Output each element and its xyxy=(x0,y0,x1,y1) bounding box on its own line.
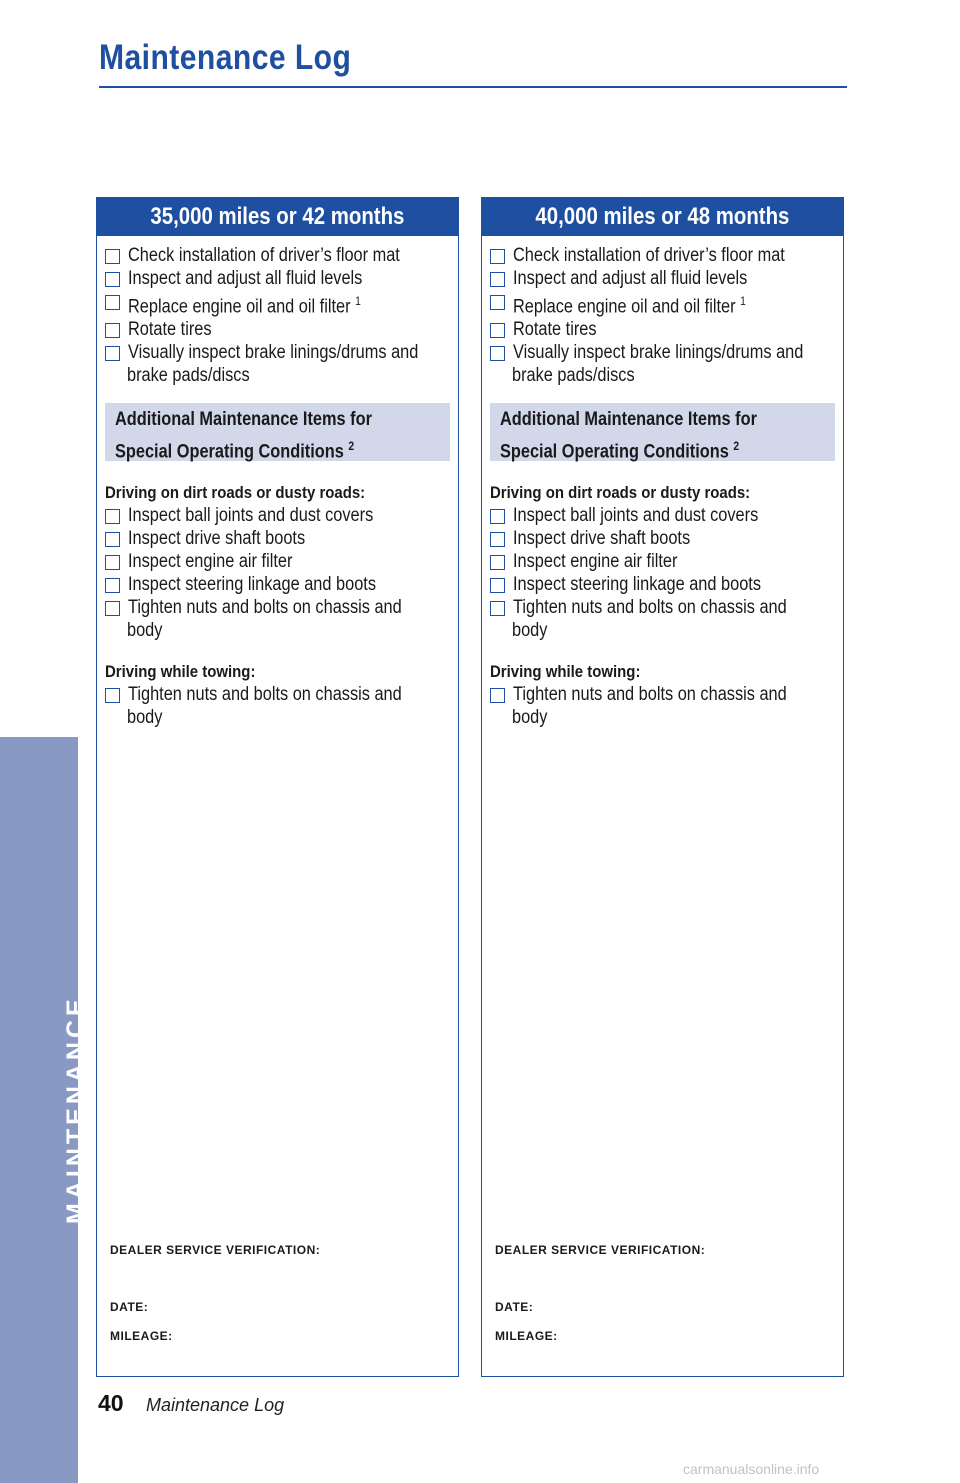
check-item-continuation xyxy=(105,619,458,642)
mileage-label: MILEAGE: xyxy=(495,1329,558,1343)
check-item-text xyxy=(513,267,747,290)
check-item-label: Inspect and adjust all fluid levels xyxy=(128,268,363,289)
check-item xyxy=(105,504,458,527)
checkbox[interactable] xyxy=(490,346,505,361)
checkbox[interactable] xyxy=(105,555,120,570)
panel-header-text: 35,000 miles or 42 months xyxy=(150,203,405,230)
checkbox[interactable] xyxy=(490,688,505,703)
special-conditions-label: Special Operating Conditions xyxy=(500,441,729,463)
check-item-label: Check installation of driver’s floor mat xyxy=(513,245,785,266)
check-item xyxy=(490,504,843,527)
check-item-text xyxy=(128,267,362,290)
special-conditions-label: Special Operating Conditions xyxy=(115,441,344,463)
checkbox[interactable] xyxy=(105,601,120,616)
check-item-label: Rotate tires xyxy=(128,319,212,341)
check-item xyxy=(105,527,458,550)
panel-header xyxy=(482,198,843,236)
checkbox[interactable] xyxy=(105,688,120,703)
check-item-label: Replace engine oil and oil filter xyxy=(128,296,351,318)
checkbox[interactable] xyxy=(490,272,505,287)
check-item-text: Inspect ball joints and dust covers xyxy=(513,505,759,527)
check-item-text: body xyxy=(512,707,548,729)
check-item-continuation xyxy=(490,619,843,642)
checkbox[interactable] xyxy=(490,555,505,570)
check-item-text: Inspect engine air filter xyxy=(128,551,293,573)
side-tab-label: MAINTENANCE xyxy=(62,995,90,1224)
check-item xyxy=(490,596,843,619)
check-item xyxy=(105,290,458,318)
dirt-roads-checklist xyxy=(97,504,458,642)
check-item-label: Visually inspect brake linings/drums and xyxy=(128,342,419,364)
checkbox[interactable] xyxy=(490,601,505,616)
check-item-text xyxy=(127,364,250,387)
check-item-text: Inspect drive shaft boots xyxy=(513,528,691,550)
check-item-label: Check installation of driver’s floor mat xyxy=(128,245,400,266)
check-item-continuation xyxy=(490,364,843,387)
check-item-text: Inspect steering linkage and boots xyxy=(128,574,376,596)
checkbox[interactable] xyxy=(105,323,120,338)
checkbox[interactable] xyxy=(105,532,120,547)
check-item xyxy=(490,573,843,596)
check-item xyxy=(490,550,843,573)
check-item-text: body xyxy=(127,707,163,729)
check-item-text: Inspect engine air filter xyxy=(513,551,678,573)
check-item xyxy=(105,573,458,596)
panel-header-text: 40,000 miles or 48 months xyxy=(535,203,790,230)
checkbox[interactable] xyxy=(490,532,505,547)
dirt-roads-checklist xyxy=(482,504,843,642)
check-item-text: Tighten nuts and bolts on chassis and xyxy=(513,597,787,619)
check-item xyxy=(105,244,458,267)
check-item xyxy=(105,267,458,290)
special-conditions-box xyxy=(105,403,450,461)
checkbox[interactable] xyxy=(490,323,505,338)
date-label: DATE: xyxy=(495,1300,534,1314)
dealer-service-verification-label: DEALER SERVICE VERIFICATION: xyxy=(110,1243,321,1257)
watermark: carmanualsonline.info xyxy=(683,1461,820,1477)
check-item-text: Tighten nuts and bolts on chassis and xyxy=(128,597,402,619)
special-conditions-box xyxy=(490,403,835,461)
check-item xyxy=(105,318,458,341)
special-conditions-line1: Additional Maintenance Items for xyxy=(500,409,757,431)
check-item-continuation xyxy=(105,706,458,729)
check-item-label: brake pads/discs xyxy=(512,365,635,387)
checkbox[interactable] xyxy=(105,249,120,264)
check-item-text xyxy=(513,244,785,267)
condition-heading-dirt-roads: Driving on dirt roads or dusty roads: xyxy=(105,483,366,503)
check-item xyxy=(490,318,843,341)
special-conditions-line2 xyxy=(500,433,780,465)
condition-heading-towing: Driving while towing: xyxy=(105,662,256,682)
check-item-text: body xyxy=(127,620,163,642)
check-item-label: Inspect and adjust all fluid levels xyxy=(513,268,748,289)
checkbox[interactable] xyxy=(490,509,505,524)
special-conditions-line1: Additional Maintenance Items for xyxy=(115,409,372,431)
maintenance-panel-40000 xyxy=(481,197,844,1377)
check-item-text: body xyxy=(512,620,548,642)
condition-heading-towing: Driving while towing: xyxy=(490,662,641,682)
check-item-text: Tighten nuts and bolts on chassis and xyxy=(128,684,402,706)
check-item-label: brake pads/discs xyxy=(127,365,250,387)
maintenance-panel-35000 xyxy=(96,197,459,1377)
checkbox[interactable] xyxy=(490,249,505,264)
check-item xyxy=(105,683,458,706)
check-item-text xyxy=(128,244,400,267)
check-item xyxy=(105,341,458,364)
check-item-label: Rotate tires xyxy=(513,319,597,341)
check-item-text xyxy=(513,341,803,364)
check-item-label: Visually inspect brake linings/drums and xyxy=(513,342,804,364)
mileage-label: MILEAGE: xyxy=(110,1329,173,1343)
check-item-continuation xyxy=(490,706,843,729)
checkbox[interactable] xyxy=(490,295,505,310)
check-item xyxy=(105,596,458,619)
check-item xyxy=(490,244,843,267)
checkbox[interactable] xyxy=(105,578,120,593)
check-item-label: Replace engine oil and oil filter xyxy=(513,296,736,318)
check-item-text: Tighten nuts and bolts on chassis and xyxy=(513,684,787,706)
check-item-text xyxy=(128,341,418,364)
footnote-marker: 2 xyxy=(348,439,355,454)
check-item-text xyxy=(128,318,212,341)
towing-checklist xyxy=(97,683,458,729)
checkbox[interactable] xyxy=(105,272,120,287)
check-item-text xyxy=(513,290,746,318)
title-divider xyxy=(99,86,847,88)
condition-heading-dirt-roads: Driving on dirt roads or dusty roads: xyxy=(490,483,751,503)
check-item xyxy=(490,683,843,706)
footer-label: Maintenance Log xyxy=(146,1395,285,1415)
page-number: 40 xyxy=(98,1390,124,1416)
panel-header xyxy=(97,198,458,236)
check-item xyxy=(490,341,843,364)
check-item xyxy=(490,290,843,318)
check-item xyxy=(490,527,843,550)
footnote-marker: 2 xyxy=(733,439,740,454)
page-title: Maintenance Log xyxy=(99,38,352,77)
special-conditions-line2 xyxy=(115,433,395,465)
check-item-text: Inspect drive shaft boots xyxy=(128,528,306,550)
check-item xyxy=(490,267,843,290)
date-label: DATE: xyxy=(110,1300,149,1314)
checkbox[interactable] xyxy=(105,346,120,361)
towing-checklist xyxy=(482,683,843,729)
check-item-text xyxy=(128,290,361,318)
footnote-marker: 1 xyxy=(355,294,361,308)
check-item-text xyxy=(513,318,597,341)
dealer-service-verification-label: DEALER SERVICE VERIFICATION: xyxy=(495,1243,706,1257)
checkbox[interactable] xyxy=(490,578,505,593)
check-item-continuation xyxy=(105,364,458,387)
main-checklist xyxy=(482,236,843,387)
check-item-text: Inspect steering linkage and boots xyxy=(513,574,761,596)
check-item-text xyxy=(512,364,635,387)
check-item-text: Inspect ball joints and dust covers xyxy=(128,505,374,527)
main-checklist xyxy=(97,236,458,387)
check-item xyxy=(105,550,458,573)
footnote-marker: 1 xyxy=(740,294,746,308)
checkbox[interactable] xyxy=(105,295,120,310)
checkbox[interactable] xyxy=(105,509,120,524)
